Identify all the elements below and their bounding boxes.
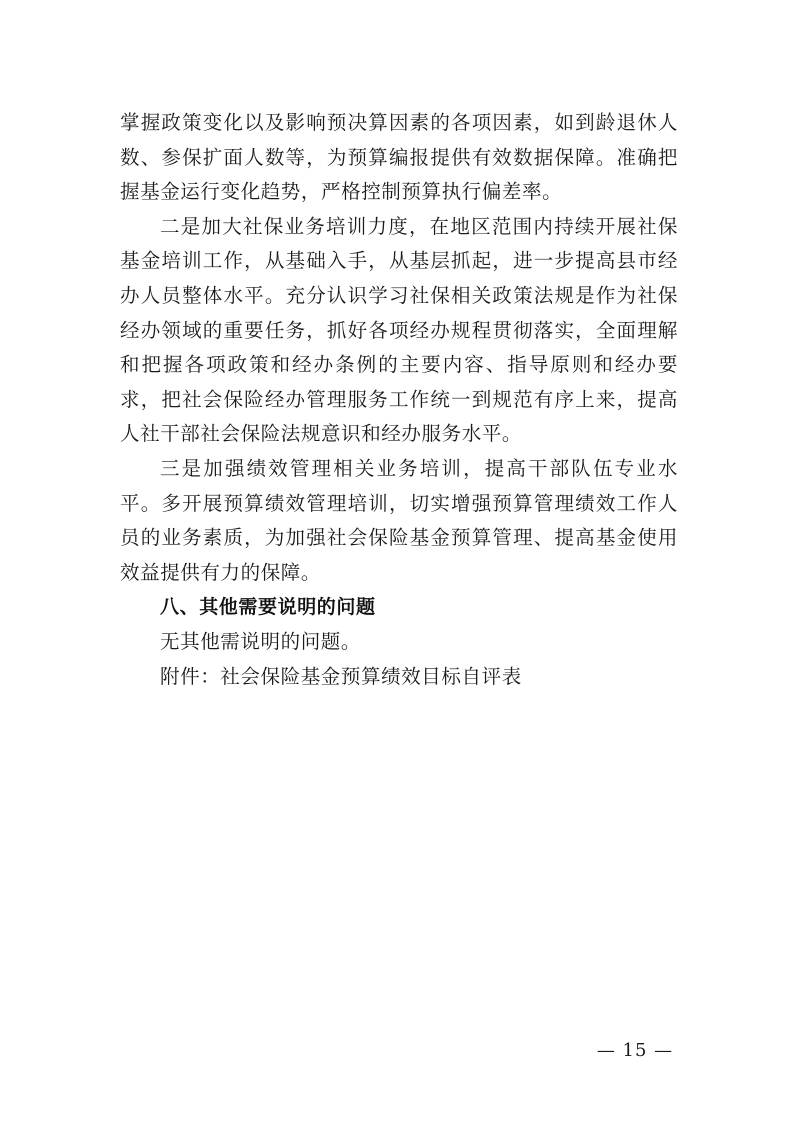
attachment-line: 附件：社会保险基金预算绩效目标自评表 [160,664,522,688]
paragraph-continuation: 掌握政策变化以及影响预决算因素的各项因素，如到龄退休人数、参保扩面人数等，为预算编报提供有效数据保障。准确把握基金运行变化趋势，严格控制预算执行偏差率。 [120,111,678,204]
section-heading: 八、其他需要说明的问题 [160,596,376,619]
paragraph-performance: 三是加强绩效管理相关业务培训，提高干部队伍专业水平。多开展预算绩效管理培训，切实增强预算管理绩效工作人员的业务素质，为加强社会保险基金预算管理、提高基金使用效益提供有力的保障。 [120,456,678,584]
paragraph-training: 二是加大社保业务培训力度，在地区范围内持续开展社保基金培训工作，从基础入手，从基层抓起，进一步提高县市经办人员整体水平。充分认识学习社保相关政策法规是作为社保经办领域的重要任务，抓好各项经办规程贯彻落实，全面理解和把握各项政策和经办条例的主要内容、指导原则和经办要求，把社会保险经办管理服务工作统一到规范有序上来，提高人社干部社会保险法规意识和经办服务水平。 [120,214,678,446]
page-number: — 15 — [596,1040,674,1061]
document-body [120,106,678,694]
section-body: 无其他需说明的问题。 [160,629,362,653]
